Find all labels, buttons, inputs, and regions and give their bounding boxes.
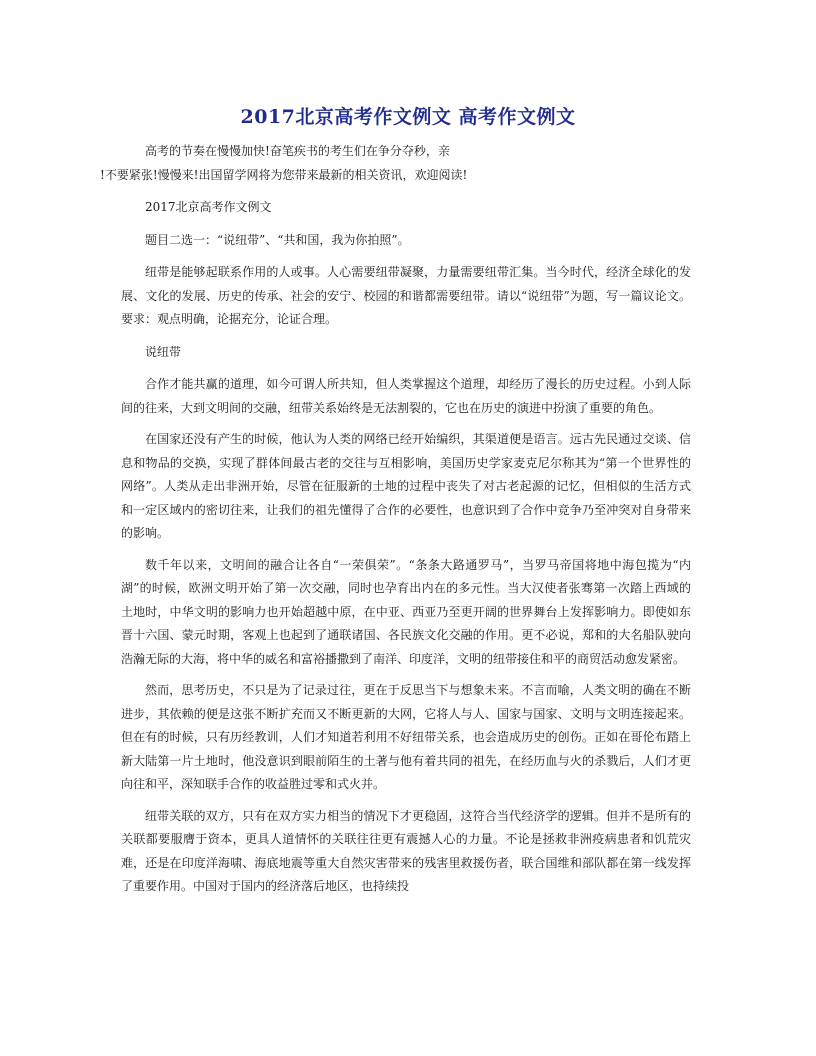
intro-line-2 <box>100 164 691 188</box>
prompt-title: 题目二选一：“说纽带”、“共和国，我为你拍照”。 <box>145 232 410 247</box>
document-body <box>100 140 691 907</box>
intro-line-1-text: 高考的节奏在慢慢加快!奋笔疾书的考生们在争分夺秒，亲 <box>145 144 450 158</box>
essay-paragraph-5: 纽带关联的双方，只有在双方实力相当的情况下才更稳固，这符合当代经济学的逻辑。但并不是所有的关联都要服膺于资本，更具人道情怀的关联往往更有震撼人心的力量。不论是拯救非洲疫病患者和饥荒灾难，还是在印度洋海啸、海底地震等重大自然灾害带来的残害里救援伤者，联合国维和部队都在第一线发挥了重要作用。中国对于国内的经济落后地区，也持续投 <box>121 808 691 893</box>
prompt-body: 纽带是能够起联系作用的人或事。人心需要纽带凝聚，力量需要纽带汇集。当今时代，经济全球化的发展、文化的发展、历史的传承、社会的安宁、校园的和谐都需要纽带。请以“说纽带”为题，写一篇议论文。要求：观点明确，论据充分，论证合理。 <box>121 265 691 326</box>
essay-paragraph-4: 然而，思考历史，不只是为了记录过往，更在于反思当下与想象未来。不言而喻，人类文明的确在不断进步，其依赖的便是这张不断扩充而又不断更新的大网，它将人与人、国家与国家、文明与文明连接起来。但在有的时候，只有历经教训，人们才知道若利用不好纽带关系，也会造成历史的创伤。正如在哥伦布踏上新大陆第一片土地时，他没意识到眼前陌生的土著与他有着共同的祖先，在经历血与火的杀戮后，人们才更向往和平，深知联手合作的收益胜过零和式火并。 <box>121 683 691 791</box>
intro-line-2-text: !不要紧张!慢慢来!出国留学网将为您带来最新的相关资讯，欢迎阅读! <box>100 167 468 182</box>
intro-line-1 <box>121 140 691 164</box>
subtitle: 2017北京高考作文例文 <box>145 200 272 214</box>
essay-paragraph-1: 合作才能共赢的道理，如今可谓人所共知，但人类掌握这个道理，却经历了漫长的历史过程。小到人际间的往来，大到文明间的交融，纽带关系始终是无法割裂的，它也在历史的演进中扮演了重要的角色。 <box>121 377 691 415</box>
page-title: 2017北京高考作文例文 高考作文例文 <box>240 106 576 128</box>
essay-title: 说纽带 <box>145 344 182 359</box>
essay-paragraph-3: 数千年以来，文明间的融合让各自“一荣俱荣”。“条条大路通罗马”，当罗马帝国将地中海包揽为“内湖”的时候，欧洲文明开始了第一次交融，同时也孕育出内在的多元性。当大汉使者张骞第一次踏上西域的土地时，中华文明的影响力也开始超越中原，在中亚、西亚乃至更开阔的世界舞台上发挥影响力。即使如东晋十六国、蒙元时期，客观上也起到了通联诸国、各民族文化交融的作用。更不必说，郑和的大名船队驶向浩瀚无际的大海，将中华的威名和富裕播撒到了南洋、印度洋，文明的纽带接住和平的商贸活动愈发紧密。 <box>121 557 691 666</box>
essay-paragraph-2: 在国家还没有产生的时候，他认为人类的网络已经开始编织，其渠道便是语言。远古先民通过交谈、信息和物品的交换，实现了群体间最古老的交往与互相影响，美国历史学家麦克尼尔称其为“第一个世界性的网络”。人类从走出非洲开始，尽管在征服新的土地的过程中丧失了对古老起源的记忆，但相似的生活方式和一定区域内的密切往来，让我们的祖先懂得了合作的必要性，也意识到了合作中竞争乃至冲突对自身带来的影响。 <box>121 432 691 540</box>
